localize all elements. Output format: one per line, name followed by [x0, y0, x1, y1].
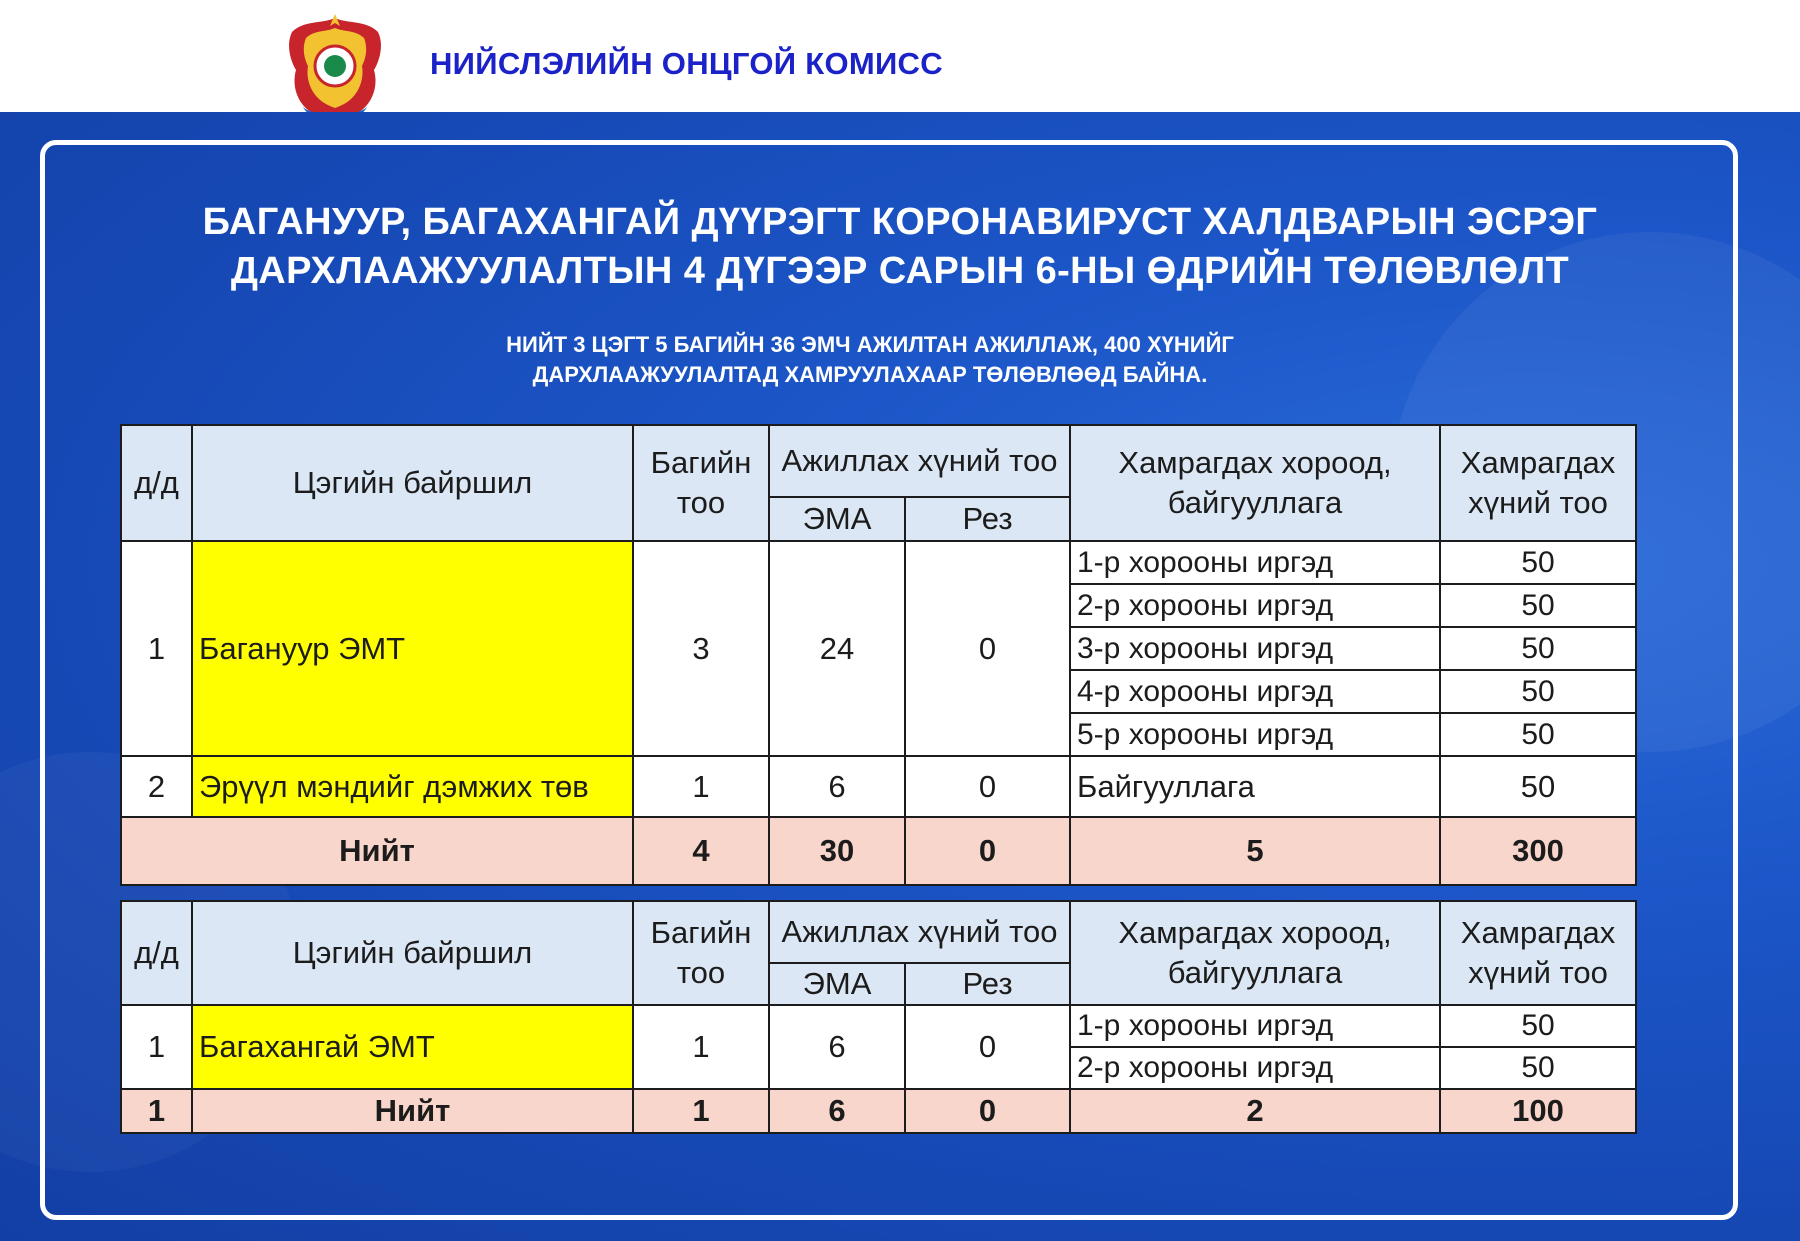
- header-location: Цэгийн байршил: [192, 901, 633, 1005]
- header-res: Рез: [905, 497, 1070, 541]
- page-title-line: БАГАНУУР, БАГАХАНГАЙ ДҮҮРЭГТ КОРОНАВИРУСТ ХАЛДВАРЫН ЭСРЭГ: [202, 201, 1598, 243]
- row-ema: 24: [769, 541, 905, 756]
- header-ema: ЭМА: [769, 497, 905, 541]
- header-teams-line: Багийн: [650, 445, 752, 480]
- row-res: 0: [905, 1005, 1070, 1089]
- row-teams: 1: [633, 1005, 769, 1089]
- page-title-line: ДАРХЛААЖУУЛАЛТЫН 4 ДҮГЭЭР САРЫН 6-НЫ ӨДРИЙН ТӨЛӨВЛӨЛТ: [230, 250, 1570, 292]
- header-workers: Ажиллах хүний тоо: [769, 425, 1070, 497]
- page-title: [60, 198, 1740, 296]
- header-covered-org-line: байгууллага: [1167, 955, 1343, 990]
- row-location: Эрүүл мэндийг дэмжих төв: [192, 756, 633, 817]
- row-location: Багахангай ЭМТ: [192, 1005, 633, 1089]
- total-orgs: 2: [1070, 1089, 1440, 1133]
- total-people: 300: [1440, 817, 1636, 885]
- header-covered-people-line: хүний тоо: [1468, 485, 1608, 520]
- organization-name: НИЙСЛЭЛИЙН ОНЦГОЙ КОМИСС: [430, 46, 943, 81]
- total-label: Нийт: [121, 817, 633, 885]
- header-teams: [633, 901, 769, 1005]
- total-ema: 6: [769, 1089, 905, 1133]
- header-res: Рез: [905, 963, 1070, 1005]
- total-no: 1: [121, 1089, 192, 1133]
- table-row: [121, 756, 1636, 817]
- target-count: 50: [1440, 713, 1636, 756]
- header-bar: [0, 0, 1800, 112]
- row-no: 1: [121, 1005, 192, 1089]
- target-name: 2-р хорооны иргэд: [1070, 1047, 1440, 1089]
- header-location: Цэгийн байршил: [192, 425, 633, 541]
- target-count: 50: [1440, 584, 1636, 627]
- header-covered-org-line: Хамрагдах хороод,: [1118, 915, 1392, 950]
- header-teams: [633, 425, 769, 541]
- page-subtitle-line: НИЙТ 3 ЦЭГТ 5 БАГИЙН 36 ЭМЧ АЖИЛТАН АЖИЛЛАЖ, 400 ХҮНИЙГ: [506, 332, 1234, 357]
- plan-table-bagakhangai: [120, 900, 1637, 1134]
- row-no: 2: [121, 756, 192, 817]
- total-people: 100: [1440, 1089, 1636, 1133]
- target-name: 4-р хорооны иргэд: [1070, 670, 1440, 713]
- header-covered-org-line: байгууллага: [1167, 485, 1343, 520]
- page-subtitle-line: ДАРХЛААЖУУЛАЛТАД ХАМРУУЛАХААР ТӨЛӨВЛӨӨД БАЙНА.: [532, 362, 1208, 387]
- header-covered-org: [1070, 425, 1440, 541]
- header-no: д/д: [121, 425, 192, 541]
- row-teams: 3: [633, 541, 769, 756]
- target-count: 50: [1440, 670, 1636, 713]
- target-name: 2-р хорооны иргэд: [1070, 584, 1440, 627]
- row-no: 1: [121, 541, 192, 756]
- target-count: 50: [1440, 627, 1636, 670]
- target-name: Байгууллага: [1070, 756, 1440, 817]
- total-orgs: 5: [1070, 817, 1440, 885]
- target-count: 50: [1440, 1005, 1636, 1047]
- total-row: [121, 1089, 1636, 1133]
- target-count: 50: [1440, 756, 1636, 817]
- header-covered-people-line: хүний тоо: [1468, 955, 1608, 990]
- target-name: 3-р хорооны иргэд: [1070, 627, 1440, 670]
- header-teams-line: тоо: [676, 955, 726, 990]
- header-covered-people-line: Хамрагдах: [1460, 915, 1616, 950]
- row-teams: 1: [633, 756, 769, 817]
- header-covered-people: [1440, 901, 1636, 1005]
- header-workers: Ажиллах хүний тоо: [769, 901, 1070, 963]
- target-name: 1-р хорооны иргэд: [1070, 541, 1440, 584]
- header-teams-line: тоо: [676, 485, 726, 520]
- total-res: 0: [905, 1089, 1070, 1133]
- row-ema: 6: [769, 1005, 905, 1089]
- total-row: [121, 817, 1636, 885]
- row-ema: 6: [769, 756, 905, 817]
- total-ema: 30: [769, 817, 905, 885]
- plan-table-baganuur: [120, 424, 1637, 886]
- table-row: [121, 1005, 1636, 1047]
- target-name: 5-р хорооны иргэд: [1070, 713, 1440, 756]
- header-covered-org-line: Хамрагдах хороод,: [1118, 445, 1392, 480]
- state-emblem-icon: [282, 14, 388, 124]
- target-count: 50: [1440, 1047, 1636, 1089]
- header-covered-people: [1440, 425, 1636, 541]
- total-teams: 1: [633, 1089, 769, 1133]
- page-subtitle: [60, 330, 1680, 390]
- header-covered-org: [1070, 901, 1440, 1005]
- total-res: 0: [905, 817, 1070, 885]
- header-teams-line: Багийн: [650, 915, 752, 950]
- row-location: Багануур ЭМТ: [192, 541, 633, 756]
- header-ema: ЭМА: [769, 963, 905, 1005]
- row-res: 0: [905, 756, 1070, 817]
- row-res: 0: [905, 541, 1070, 756]
- header-covered-people-line: Хамрагдах: [1460, 445, 1616, 480]
- total-label: Нийт: [192, 1089, 633, 1133]
- header-no: д/д: [121, 901, 192, 1005]
- table-row: [121, 541, 1636, 584]
- target-name: 1-р хорооны иргэд: [1070, 1005, 1440, 1047]
- total-teams: 4: [633, 817, 769, 885]
- target-count: 50: [1440, 541, 1636, 584]
